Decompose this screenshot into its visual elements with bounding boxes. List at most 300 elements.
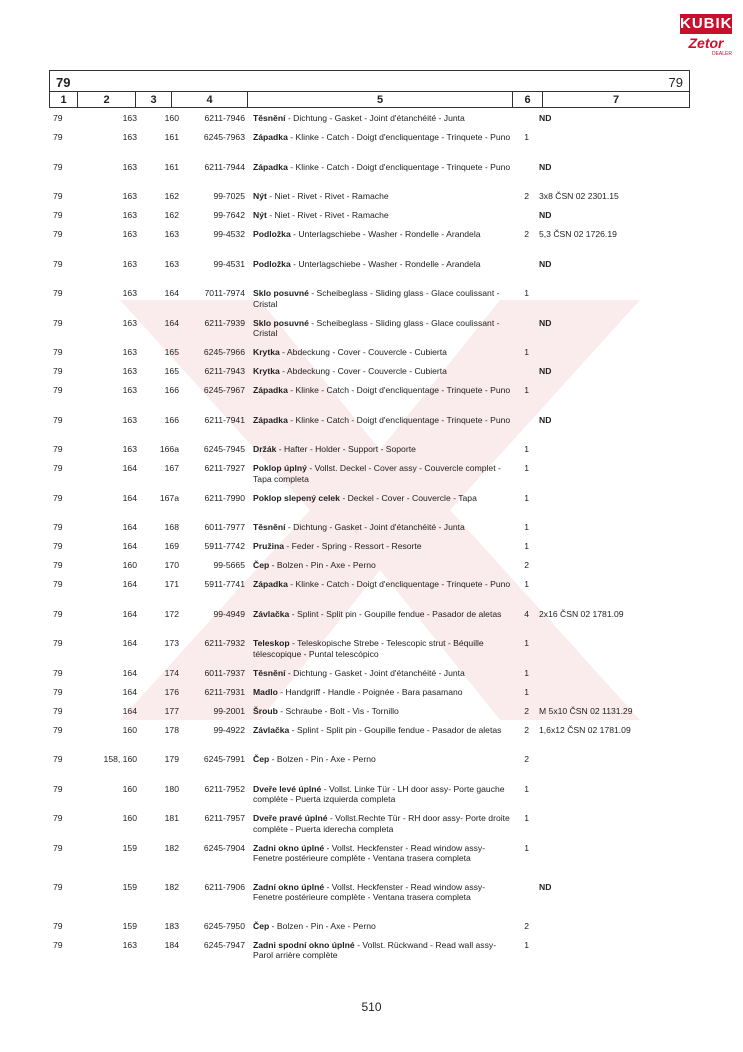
cell-position: 166a [159,444,179,454]
cell-note [529,687,679,706]
cell-note [529,522,679,541]
column-header-4: 4 [172,92,248,108]
column-header-3: 3 [136,92,172,108]
table-row [49,162,690,192]
cell-note [529,463,679,493]
description-translations: - Hafter - Holder - Support - Soporte [276,444,416,454]
table-row [49,921,690,940]
cell-section: 79 [53,686,63,697]
cell-note: 2x16 ČSN 02 1781.09 [539,608,624,619]
description-name: Čep [253,560,270,570]
cell-description [245,541,515,560]
cell-section: 79 [53,258,63,269]
description-translations: - Klinke - Catch - Doigt d'encliquentage - Trinquete - Puno [287,414,511,425]
cell-note [529,638,679,668]
cell-part-number: 6211-7941 [204,414,245,425]
cell-position: 179 [164,754,179,764]
cell-quantity [515,113,529,132]
cell-note: ND [539,317,552,328]
cell-part-number: 6211-7952 [204,783,245,794]
cell-section: 79 [53,939,63,950]
description-name: Těsnění [253,113,286,123]
description-translations: - Splint - Split pin - Goupille fendue - Pasador de aletas [289,724,502,735]
cell-part-number: 5911-7741 [204,579,245,589]
description-translations: - Bolzen - Pin - Axe - Perno [269,920,376,931]
cell-quantity [515,210,529,229]
description-translations: - Vollst. Deckel - Cover assy - Couvercle complet - Tapa completa [253,463,501,484]
cell-position: 174 [164,667,179,678]
cell-position: 177 [164,705,179,716]
cell-note [529,668,679,687]
cell-section: 79 [53,881,63,892]
cell-part-number: 6211-7943 [204,366,245,376]
logo-kubik-text: KUBIK [680,15,733,32]
cell-position: 162 [164,191,179,201]
cell-description [245,210,515,229]
table-row [49,318,690,348]
logo-zetor-text: Zetor [688,35,724,51]
description-name: Čep [253,754,270,764]
cell-position: 181 [164,813,179,823]
section-number-left: 79 [56,75,71,90]
cell-section: 79 [53,444,63,454]
cell-position: 176 [164,686,179,697]
table-row [49,784,690,814]
cell-note: ND [539,161,552,172]
cell-quantity: 2 [524,191,529,201]
cell-position: 161 [164,132,179,142]
cell-part-number: 6211-7957 [204,813,245,823]
table-row [49,210,690,229]
cell-section: 79 [53,638,63,648]
table-row [49,668,690,687]
cell-position: 169 [164,541,179,551]
cell-quantity [515,162,529,192]
description-name: Zadni spodní okno úplné [253,939,355,950]
cell-quantity: 2 [524,705,529,716]
cell-section: 79 [53,317,63,328]
cell-figure: 160 [122,813,137,823]
cell-part-number: 6211-7906 [204,881,245,892]
cell-description [245,191,515,210]
cell-figure: 163 [122,258,137,269]
cell-description [245,113,515,132]
parts-table-body [49,113,690,969]
cell-quantity: 1 [524,288,529,298]
cell-position: 172 [164,608,179,619]
cell-position: 178 [164,724,179,735]
description-translations: - Klinke - Catch - Doigt d'encliquentage - Trinquete - Puno [287,161,511,172]
description-translations: - Scheibeglass - Sliding glass - Glace coulissant - Cristal [253,317,500,338]
description-name: Dveře levé úplné [253,783,322,794]
description-name: Krytka [253,347,280,357]
cell-description [245,444,515,463]
cell-figure: 164 [122,579,137,589]
cell-part-number: 99-2001 [213,705,245,716]
description-name: Zadní okno úplné [253,881,325,892]
cell-part-number: 6011-7937 [204,667,245,678]
cell-figure: 163 [122,229,137,239]
cell-description [245,921,515,940]
cell-part-number: 6211-7932 [204,638,245,648]
description-name: Sklo posuvné [253,288,309,298]
cell-figure: 158, 160 [103,754,137,764]
cell-section: 79 [53,113,63,123]
cell-figure: 163 [122,347,137,357]
cell-position: 163 [164,229,179,239]
table-row [49,579,690,609]
description-translations: - Dichtung - Gasket - Joint d'étanchéité - Junta [285,667,465,678]
cell-quantity: 1 [524,492,529,503]
description-name: Madlo [253,686,278,697]
table-row [49,259,690,289]
cell-position: 163 [164,258,179,269]
cell-part-number: 99-4949 [213,608,245,619]
cell-note [529,784,679,814]
table-row [49,113,690,132]
description-name: Pružina [253,541,285,551]
cell-part-number: 6211-7927 [204,463,245,473]
cell-position: 167 [164,463,179,473]
cell-part-number: 99-7025 [213,191,245,201]
cell-figure: 159 [122,842,137,853]
table-row [49,754,690,784]
cell-figure: 160 [122,783,137,794]
cell-quantity: 2 [524,724,529,735]
description-translations: - Bolzen - Pin - Axe - Perno [269,560,376,570]
cell-description [245,725,515,755]
table-header-frame [49,70,690,108]
cell-figure: 160 [122,560,137,570]
cell-figure: 163 [122,288,137,298]
cell-note: ND [539,210,552,220]
description-name: Krytka [253,366,280,376]
cell-note: 5,3 ČSN 02 1726.19 [539,229,617,239]
description-name: Sklo posuvné [253,317,309,328]
cell-description [245,668,515,687]
description-name: Západka [253,132,288,142]
description-name: Podložka [253,229,291,239]
cell-description [245,522,515,541]
cell-quantity: 1 [524,813,529,823]
cell-position: 161 [164,161,179,172]
cell-figure: 164 [122,522,137,532]
table-row [49,366,690,385]
cell-quantity: 4 [524,608,529,619]
cell-section: 79 [53,347,63,357]
cell-note [529,385,679,415]
cell-note: 3x8 ČSN 02 2301.15 [539,191,619,201]
cell-section: 79 [53,813,63,823]
description-name: Nýt [253,191,267,201]
cell-figure: 163 [122,414,137,425]
cell-part-number: 6211-7931 [204,686,245,697]
cell-figure: 164 [122,492,137,503]
description-name: Držák [253,444,277,454]
cell-figure: 164 [122,638,137,648]
cell-section: 79 [53,229,63,239]
cell-description [245,318,515,348]
cell-position: 180 [164,783,179,794]
cell-note: ND [539,414,552,425]
description-translations: - Niet - Rivet - Rivet - Ramache [266,191,389,201]
description-name: Poklop úplný [253,463,307,473]
cell-position: 164 [164,288,179,298]
cell-figure: 163 [122,366,137,376]
cell-section: 79 [53,579,63,589]
cell-description [245,609,515,639]
table-row [49,687,690,706]
cell-figure: 163 [122,317,137,328]
cell-description [245,813,515,843]
description-name: Západka [253,385,288,395]
cell-figure: 163 [122,939,137,950]
cell-section: 79 [53,161,63,172]
cell-description [245,754,515,784]
cell-position: 173 [164,638,179,648]
cell-part-number: 99-4532 [213,229,245,239]
cell-figure: 163 [122,385,137,395]
cell-section: 79 [53,492,63,503]
cell-description [245,843,515,882]
cell-part-number: 6211-7939 [204,317,245,328]
cell-note [529,921,679,940]
section-number-right: 79 [668,75,683,90]
cell-note [529,560,679,579]
cell-description [245,415,515,445]
cell-section: 79 [53,920,63,931]
cell-position: 170 [164,560,179,570]
description-name: Západka [253,161,288,172]
description-translations: - Abdeckung - Cover - Couvercle - Cubierta [279,347,447,357]
cell-quantity: 1 [524,939,529,950]
description-name: Čep [253,920,270,931]
cell-part-number: 7011-7974 [204,288,245,298]
cell-figure: 164 [122,463,137,473]
cell-position: 162 [164,210,179,220]
column-header-7: 7 [612,94,620,106]
cell-figure: 164 [122,686,137,697]
cell-description [245,347,515,366]
cell-note [529,579,679,609]
description-translations: - Klinke - Catch - Doigt d'encliquentage - Trinquete - Puno [287,579,511,589]
description-name: Těsnění [253,667,286,678]
cell-section: 79 [53,463,63,473]
cell-quantity: 2 [524,754,529,764]
table-row [49,229,690,259]
description-name: Dveře pravé úplné [253,813,328,823]
cell-section: 79 [53,724,63,735]
cell-figure: 163 [122,161,137,172]
cell-section: 79 [53,842,63,853]
description-translations: - Niet - Rivet - Rivet - Ramache [266,210,389,220]
cell-quantity: 1 [524,541,529,551]
cell-note [529,444,679,463]
description-translations: - Deckel - Cover - Couvercle - Tapa [339,492,477,503]
description-name: Poklop slepený celek [253,492,340,503]
cell-figure: 159 [122,920,137,931]
cell-part-number: 6211-7990 [204,492,245,503]
description-translations: - Schraube - Bolt - Vis - Tornillo [277,705,399,716]
cell-section: 79 [53,667,63,678]
cell-section: 79 [53,414,63,425]
cell-quantity: 2 [524,560,529,570]
cell-position: 164 [164,317,179,328]
description-name: Těsnění [253,522,286,532]
description-name: Teleskop [253,638,290,648]
column-headers [50,91,689,108]
cell-quantity [515,366,529,385]
cell-note [529,813,679,843]
cell-note [529,940,679,970]
cell-description [245,162,515,192]
cell-figure: 163 [122,191,137,201]
cell-quantity: 1 [524,347,529,357]
cell-note: ND [539,113,552,123]
table-row [49,813,690,843]
table-row [49,560,690,579]
cell-figure: 164 [122,608,137,619]
cell-part-number: 6011-7977 [204,522,245,532]
cell-description [245,882,515,921]
cell-section: 79 [53,783,63,794]
description-translations: - Vollst. Heckfenster - Read window assy- Fenetre postérieure complète - Ventana trasera completa [253,842,486,863]
cell-quantity [515,318,529,348]
cell-quantity: 1 [524,783,529,794]
cell-section: 79 [53,191,63,201]
cell-part-number: 6211-7944 [204,161,245,172]
description-name: Nýt [253,210,267,220]
cell-part-number: 99-4922 [213,724,245,735]
cell-quantity: 1 [524,385,529,395]
cell-figure: 164 [122,541,137,551]
cell-part-number: 99-4531 [213,258,245,269]
cell-position: 166 [164,385,179,395]
cell-quantity: 1 [524,667,529,678]
table-row [49,444,690,463]
cell-description [245,288,515,318]
cell-position: 160 [164,113,179,123]
cell-quantity [515,882,529,921]
cell-description [245,259,515,289]
page-number: 510 [361,1000,382,1014]
description-translations: - Vollst.Rechte Tür - RH door assy- Porte droite complète - Puerta iderecha completa [253,813,510,834]
cell-note [529,541,679,560]
cell-note: ND [539,881,552,892]
cell-description [245,579,515,609]
cell-position: 166 [164,414,179,425]
cell-quantity: 1 [524,444,529,454]
cell-section: 79 [53,541,63,551]
description-name: Zadni okno úplné [253,842,325,853]
description-translations: - Dichtung - Gasket - Joint d'étanchéité - Junta [285,522,465,532]
table-row [49,725,690,755]
cell-quantity: 1 [524,522,529,532]
cell-section: 79 [53,385,63,395]
cell-quantity: 1 [524,132,529,142]
table-row [49,493,690,523]
table-row [49,463,690,493]
cell-quantity: 1 [524,463,529,473]
table-row [49,940,690,970]
description-translations: - Feder - Spring - Ressort - Resorte [284,541,422,551]
table-row [49,609,690,639]
description-translations: - Klinke - Catch - Doigt d'encliquentage - Trinquete - Puno [287,132,511,142]
description-translations: - Teleskopische Strebe - Telescopic strut - Béquille télescopique - Puntal telescópico [253,638,484,659]
cell-part-number: 99-5665 [213,560,245,570]
cell-quantity: 1 [524,842,529,853]
column-header-2: 2 [78,92,136,108]
description-name: Závlačka [253,724,290,735]
cell-section: 79 [53,560,63,570]
cell-quantity: 2 [524,229,529,239]
cell-part-number: 6211-7946 [204,113,245,123]
description-name: Západka [253,579,288,589]
cell-position: 183 [164,920,179,931]
description-name: Šroub [253,705,278,716]
description-translations: - Unterlagschiebe - Washer - Rondelle - Arandela [290,258,481,269]
cell-part-number: 5911-7742 [204,541,245,551]
cell-note: ND [539,258,552,269]
cell-description [245,366,515,385]
cell-position: 184 [164,939,179,950]
table-row [49,385,690,415]
description-translations: - Vollst. Heckfenster - Read window assy- Fenetre postérieure complète - Ventana trasera completa [253,881,486,902]
cell-section: 79 [53,288,63,298]
cell-note [529,843,679,882]
table-row [49,347,690,366]
description-translations: - Vollst. Rückwand - Read wall assy- Parol arrière complète [253,939,497,960]
cell-description [245,385,515,415]
cell-description [245,784,515,814]
cell-quantity: 2 [524,920,529,931]
description-translations: - Unterlagschiebe - Washer - Rondelle - Arandela [290,229,481,239]
cell-note [529,288,679,318]
cell-section: 79 [53,754,63,764]
cell-position: 182 [164,842,179,853]
table-row [49,132,690,162]
cell-note [529,132,679,162]
cell-part-number: 99-7642 [213,210,245,220]
cell-figure: 163 [122,210,137,220]
cell-note: 1,6x12 ČSN 02 1781.09 [539,724,631,735]
cell-note [529,493,679,523]
cell-description [245,463,515,493]
cell-part-number: 6245-7963 [203,132,245,142]
table-row [49,882,690,921]
cell-note [529,347,679,366]
cell-section: 79 [53,522,63,532]
cell-part-number: 6245-7904 [203,842,245,853]
description-translations: - Klinke - Catch - Doigt d'encliquentage - Trinquete - Puno [287,385,511,395]
cell-figure: 163 [122,113,137,123]
cell-section: 79 [53,366,63,376]
logo-dealer-text: DEALER [711,51,732,57]
cell-figure: 164 [122,667,137,678]
cell-section: 79 [53,132,63,142]
description-translations: - Splint - Split pin - Goupille fendue - Pasador de aletas [289,608,502,619]
cell-note: M 5x10 ČSN 02 1131.29 [539,705,633,716]
table-row [49,415,690,445]
cell-note: ND [539,366,552,376]
cell-position: 171 [164,579,179,589]
cell-description [245,560,515,579]
column-header-1: 1 [50,92,78,108]
cell-quantity: 1 [524,638,529,648]
table-row [49,191,690,210]
cell-figure: 164 [122,705,137,716]
cell-part-number: 6245-7945 [203,444,245,454]
